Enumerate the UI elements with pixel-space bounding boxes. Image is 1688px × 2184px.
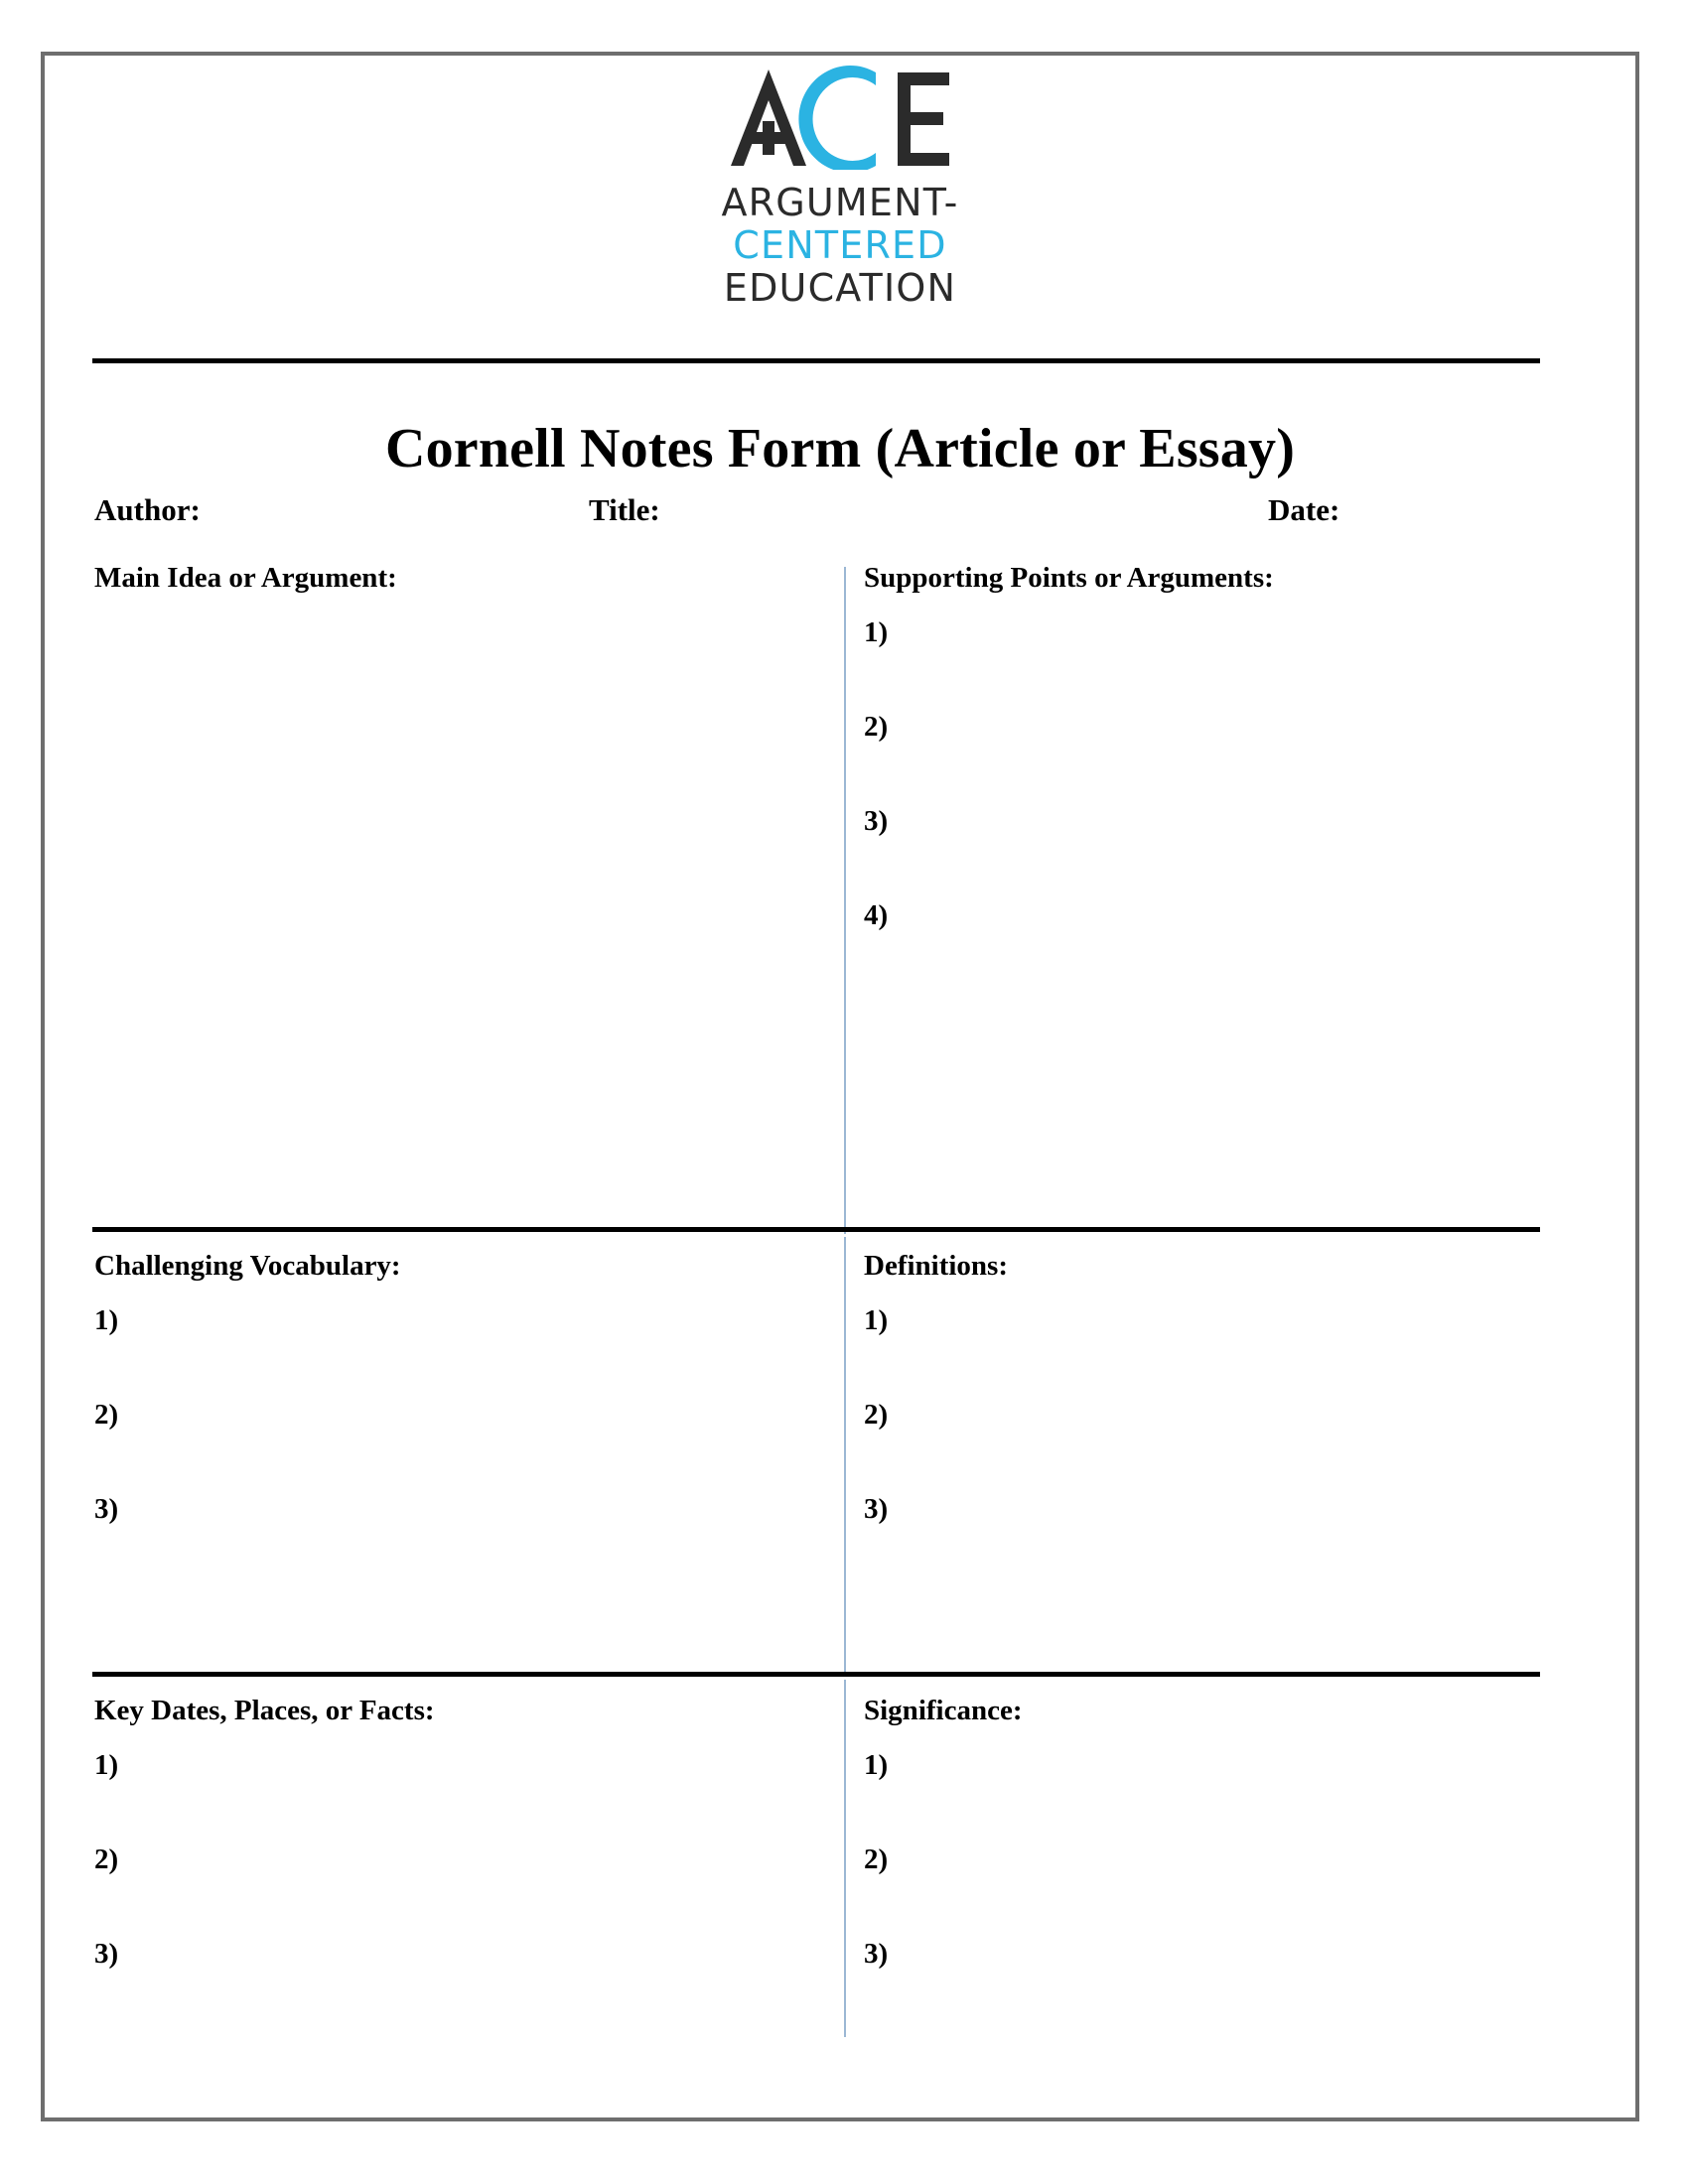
significance-heading: Significance: [864,1695,1023,1726]
form-meta-row [45,492,1635,536]
key-facts-heading: Key Dates, Places, or Facts: [94,1695,435,1726]
list-item[interactable]: 2) [864,711,889,743]
section-main-idea [45,552,1635,1227]
list-item[interactable]: 3) [94,1938,119,1970]
list-item[interactable]: 4) [864,899,889,931]
list-item[interactable]: 3) [864,1938,889,1970]
section-3-right-column [864,1687,1599,2044]
title-label: Title: [589,492,660,527]
supporting-points-heading: Supporting Points or Arguments: [864,562,1274,594]
section-2-left-column [94,1242,829,1672]
list-item[interactable]: 3) [864,1493,889,1525]
list-item[interactable]: 1) [864,1304,889,1336]
section-vocabulary [45,1242,1635,1672]
tagline-line-2: CENTERED [733,223,947,267]
list-item[interactable]: 1) [864,1749,889,1781]
section-1-left-column [94,552,829,1227]
list-item[interactable]: 1) [94,1304,119,1336]
tagline-line-3: EDUCATION [723,266,957,310]
definitions-heading: Definitions: [864,1250,1008,1282]
form-sheet [45,56,1635,2117]
list-item[interactable]: 2) [864,1399,889,1431]
list-item[interactable]: 1) [864,616,889,648]
list-item[interactable]: 2) [94,1843,119,1875]
tagline-line-1: ARGUMENT- [721,181,959,224]
ace-wordmark-icon [725,66,955,170]
section-key-facts [45,1687,1635,2044]
ace-logo [45,66,1635,310]
list-item[interactable]: 3) [94,1493,119,1525]
challenging-vocabulary-heading: Challenging Vocabulary: [94,1250,401,1282]
section-2-right-column [864,1242,1599,1672]
supporting-points-list [864,616,1599,994]
main-idea-heading: Main Idea or Argument: [94,562,397,594]
printable-form-page [41,52,1639,2121]
section-3-left-column [94,1687,829,2044]
section-1-right-column [864,552,1599,1227]
list-item[interactable]: 3) [864,805,889,837]
author-label: Author: [94,492,201,527]
section-2-divider [92,1227,1540,1232]
definitions-list [864,1304,1599,1587]
date-label: Date: [1268,492,1340,527]
page-title: Cornell Notes Form (Article or Essay) [384,417,1296,479]
list-item[interactable]: 2) [94,1399,119,1431]
key-facts-list [94,1749,829,2032]
list-item[interactable]: 2) [864,1843,889,1875]
ace-tagline [45,182,1635,310]
significance-list [864,1749,1599,2032]
challenging-vocabulary-list [94,1304,829,1587]
header-divider [92,358,1540,363]
section-3-divider [92,1672,1540,1677]
list-item[interactable]: 1) [94,1749,119,1781]
